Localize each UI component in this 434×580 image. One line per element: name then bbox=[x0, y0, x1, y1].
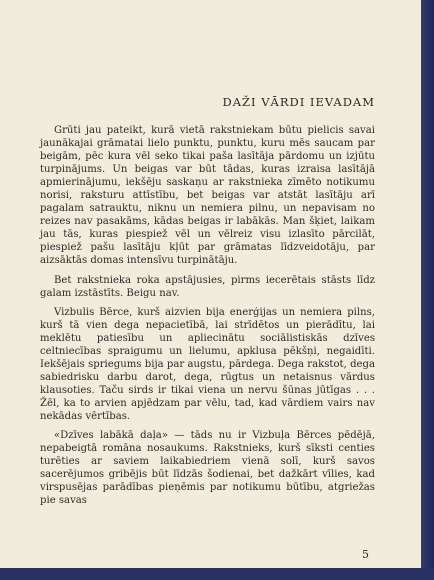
book-cover-edge bbox=[421, 0, 434, 580]
chapter-heading: DAŽI VĀRDI IEVADAM bbox=[222, 95, 375, 109]
paragraph: Bet rakstnieka roka apstājusies, pirms iecerētais stāsts līdz galam izstāstīts. Beigu nav. bbox=[40, 274, 375, 299]
book-cover-bottom bbox=[0, 568, 434, 580]
paragraph: «Dzīves labākā daļa» — tāds nu ir Vizbuļa Bērces pēdējā, nepabeigtā romāna nosaukums. Rakstnieks, kurš sīksti centies turēties ar saviem laikabiedriem vienā solī, kurš savos sacerējumos gribējis būt līdzās šodienai, bet dažkārt vīlies, kad virspusējas parādības pieņēmis par notikumu būtību, atgriežas pie savas bbox=[40, 430, 375, 507]
body-text bbox=[40, 124, 375, 513]
paragraph: Grūti jau pateikt, kurā vietā rakstniekam būtu pielicis savai jaunākajai grāmatai lielo punktu, punktu, kuru mēs saucam par beigām, pēc kura vēl seko tikai paša lasītāja pārdomu un izjūtu turpinājums. Un beigas var būt tādas, kuras izraisa lasītājā apmierinājumu, iekšēju saskaņu ar rakstnieka zīmēto notikumu norisi, raksturu attīstību, bet beigas var atstāt lasītāju arī pagalam satrauktu, niknu un nemiera pilnu, un nepavisam no reizes nav pasakāms, kādas beigas ir labākās. Man šķiet, laikam jau tās, kuras piespiež vēl un vēlreiz visu izlasīto pārcilāt, piespiež pašu lasītāju kļūt par grāmatas līdzveidotāju, par aizsāktās domas intensīvu turpinātāju. bbox=[40, 125, 375, 267]
paragraph: Vizbulis Bērce, kurš aizvien bija enerģijas un nemiera pilns, kurš tā vien dega nepacietībā, lai strīdētos un pierādītu, lai meklētu patiesību un apliecinātu sociālistiskās dzīves celtniecības spraigumu un lielumu, apklusa pēkšņi, negaidīti. Iekšējais spriegums bija par augstu, pārdega. Dega rakstot, dega sabiedrisku darbu darot, dega, rūgtus un netaisnus vārdus klausoties. Taču sirds ir tikai viena un nervu šūnas jūtīgas . . . Žēl, ka to arvien apjēdzam par vēlu, tad, kad vārdiem vairs nav nekādas vērtības. bbox=[40, 306, 375, 422]
page-number: 5 bbox=[362, 548, 369, 561]
